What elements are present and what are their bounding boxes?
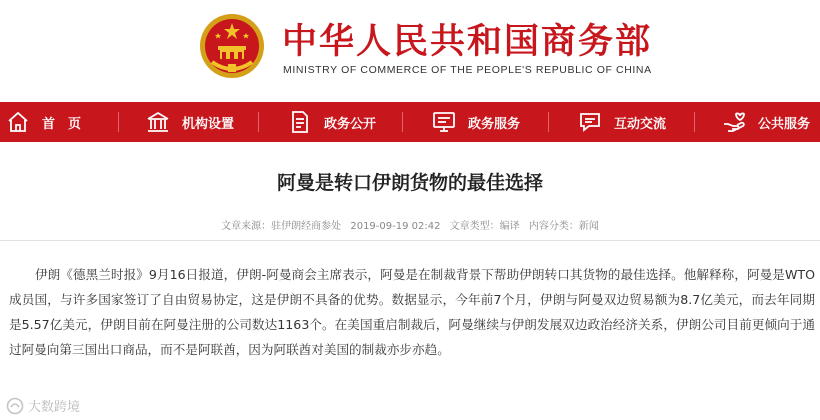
nav-item-home[interactable] (6, 102, 81, 142)
article-date: 2019-09-19 02:42 (350, 221, 441, 232)
nav-item-label: 政务公开 (324, 116, 377, 132)
watermark-text: 大数跨境 (28, 400, 81, 415)
article-category: 内容分类：新闻 (528, 221, 599, 232)
watermark-logo-icon (6, 397, 24, 415)
article-body: 伊朗《德黑兰时报》9月16日报道，伊朗-阿曼商会主席表示，阿曼是在制裁背景下帮助伊朗转口其货物的最佳选择。他解释称，阿曼是WTO成员国，与许多国家签订了自由贸易协定，这是伊朗不具备的优势。数据显示，今年前7个月，伊朗与阿曼双边贸易额为8.7亿美元，而去年同期是5.57亿美元，伊朗目前在阿曼注册的公司数达1163个。在美国重启制裁后，阿曼继续与伊朗发展双边政治经济关系，伊朗公司目前更倾向于通过阿曼向第三国出口商品，而不是阿联酋，因为阿联酋对美国的制裁亦步亦趋。 (9, 267, 815, 357)
nav-divider (258, 112, 259, 132)
nav-divider (402, 112, 403, 132)
national-emblem-icon (198, 12, 266, 80)
nav-divider (694, 112, 695, 132)
nav-divider (548, 112, 549, 132)
article-meta (0, 217, 820, 232)
nav-item-label: 政务服务 (468, 116, 521, 132)
nav-item-public-services[interactable] (722, 102, 810, 142)
meta-divider (0, 240, 820, 241)
main-nav (0, 102, 820, 142)
nav-item-government-services[interactable] (432, 102, 520, 142)
home-icon (6, 110, 30, 134)
nav-item-label: 公共服务 (758, 116, 811, 132)
nav-item-public-affairs[interactable] (288, 102, 376, 142)
hand-service-icon (722, 110, 746, 134)
nav-item-label: 机构设置 (182, 116, 235, 132)
monitor-icon (432, 110, 456, 134)
site-header (0, 0, 820, 102)
nav-item-interaction[interactable] (578, 102, 666, 142)
nav-item-label: 互动交流 (614, 116, 667, 132)
site-title: 中华人民共和国商务部 (282, 22, 653, 62)
article-source: 文章来源：驻伊朗经商参处 (221, 221, 342, 232)
watermark (6, 396, 80, 415)
chat-icon (578, 110, 602, 134)
article-title: 阿曼是转口伊朗货物的最佳选择 (276, 172, 543, 194)
document-icon (288, 110, 312, 134)
nav-item-organization[interactable] (146, 102, 234, 142)
site-subtitle: MINISTRY OF COMMERCE OF THE PEOPLE'S REPUBLIC OF CHINA (283, 64, 652, 76)
article-type: 文章类型：编译 (449, 221, 520, 232)
nav-item-label: 首 页 (42, 116, 82, 132)
building-icon (146, 110, 170, 134)
nav-divider (118, 112, 119, 132)
